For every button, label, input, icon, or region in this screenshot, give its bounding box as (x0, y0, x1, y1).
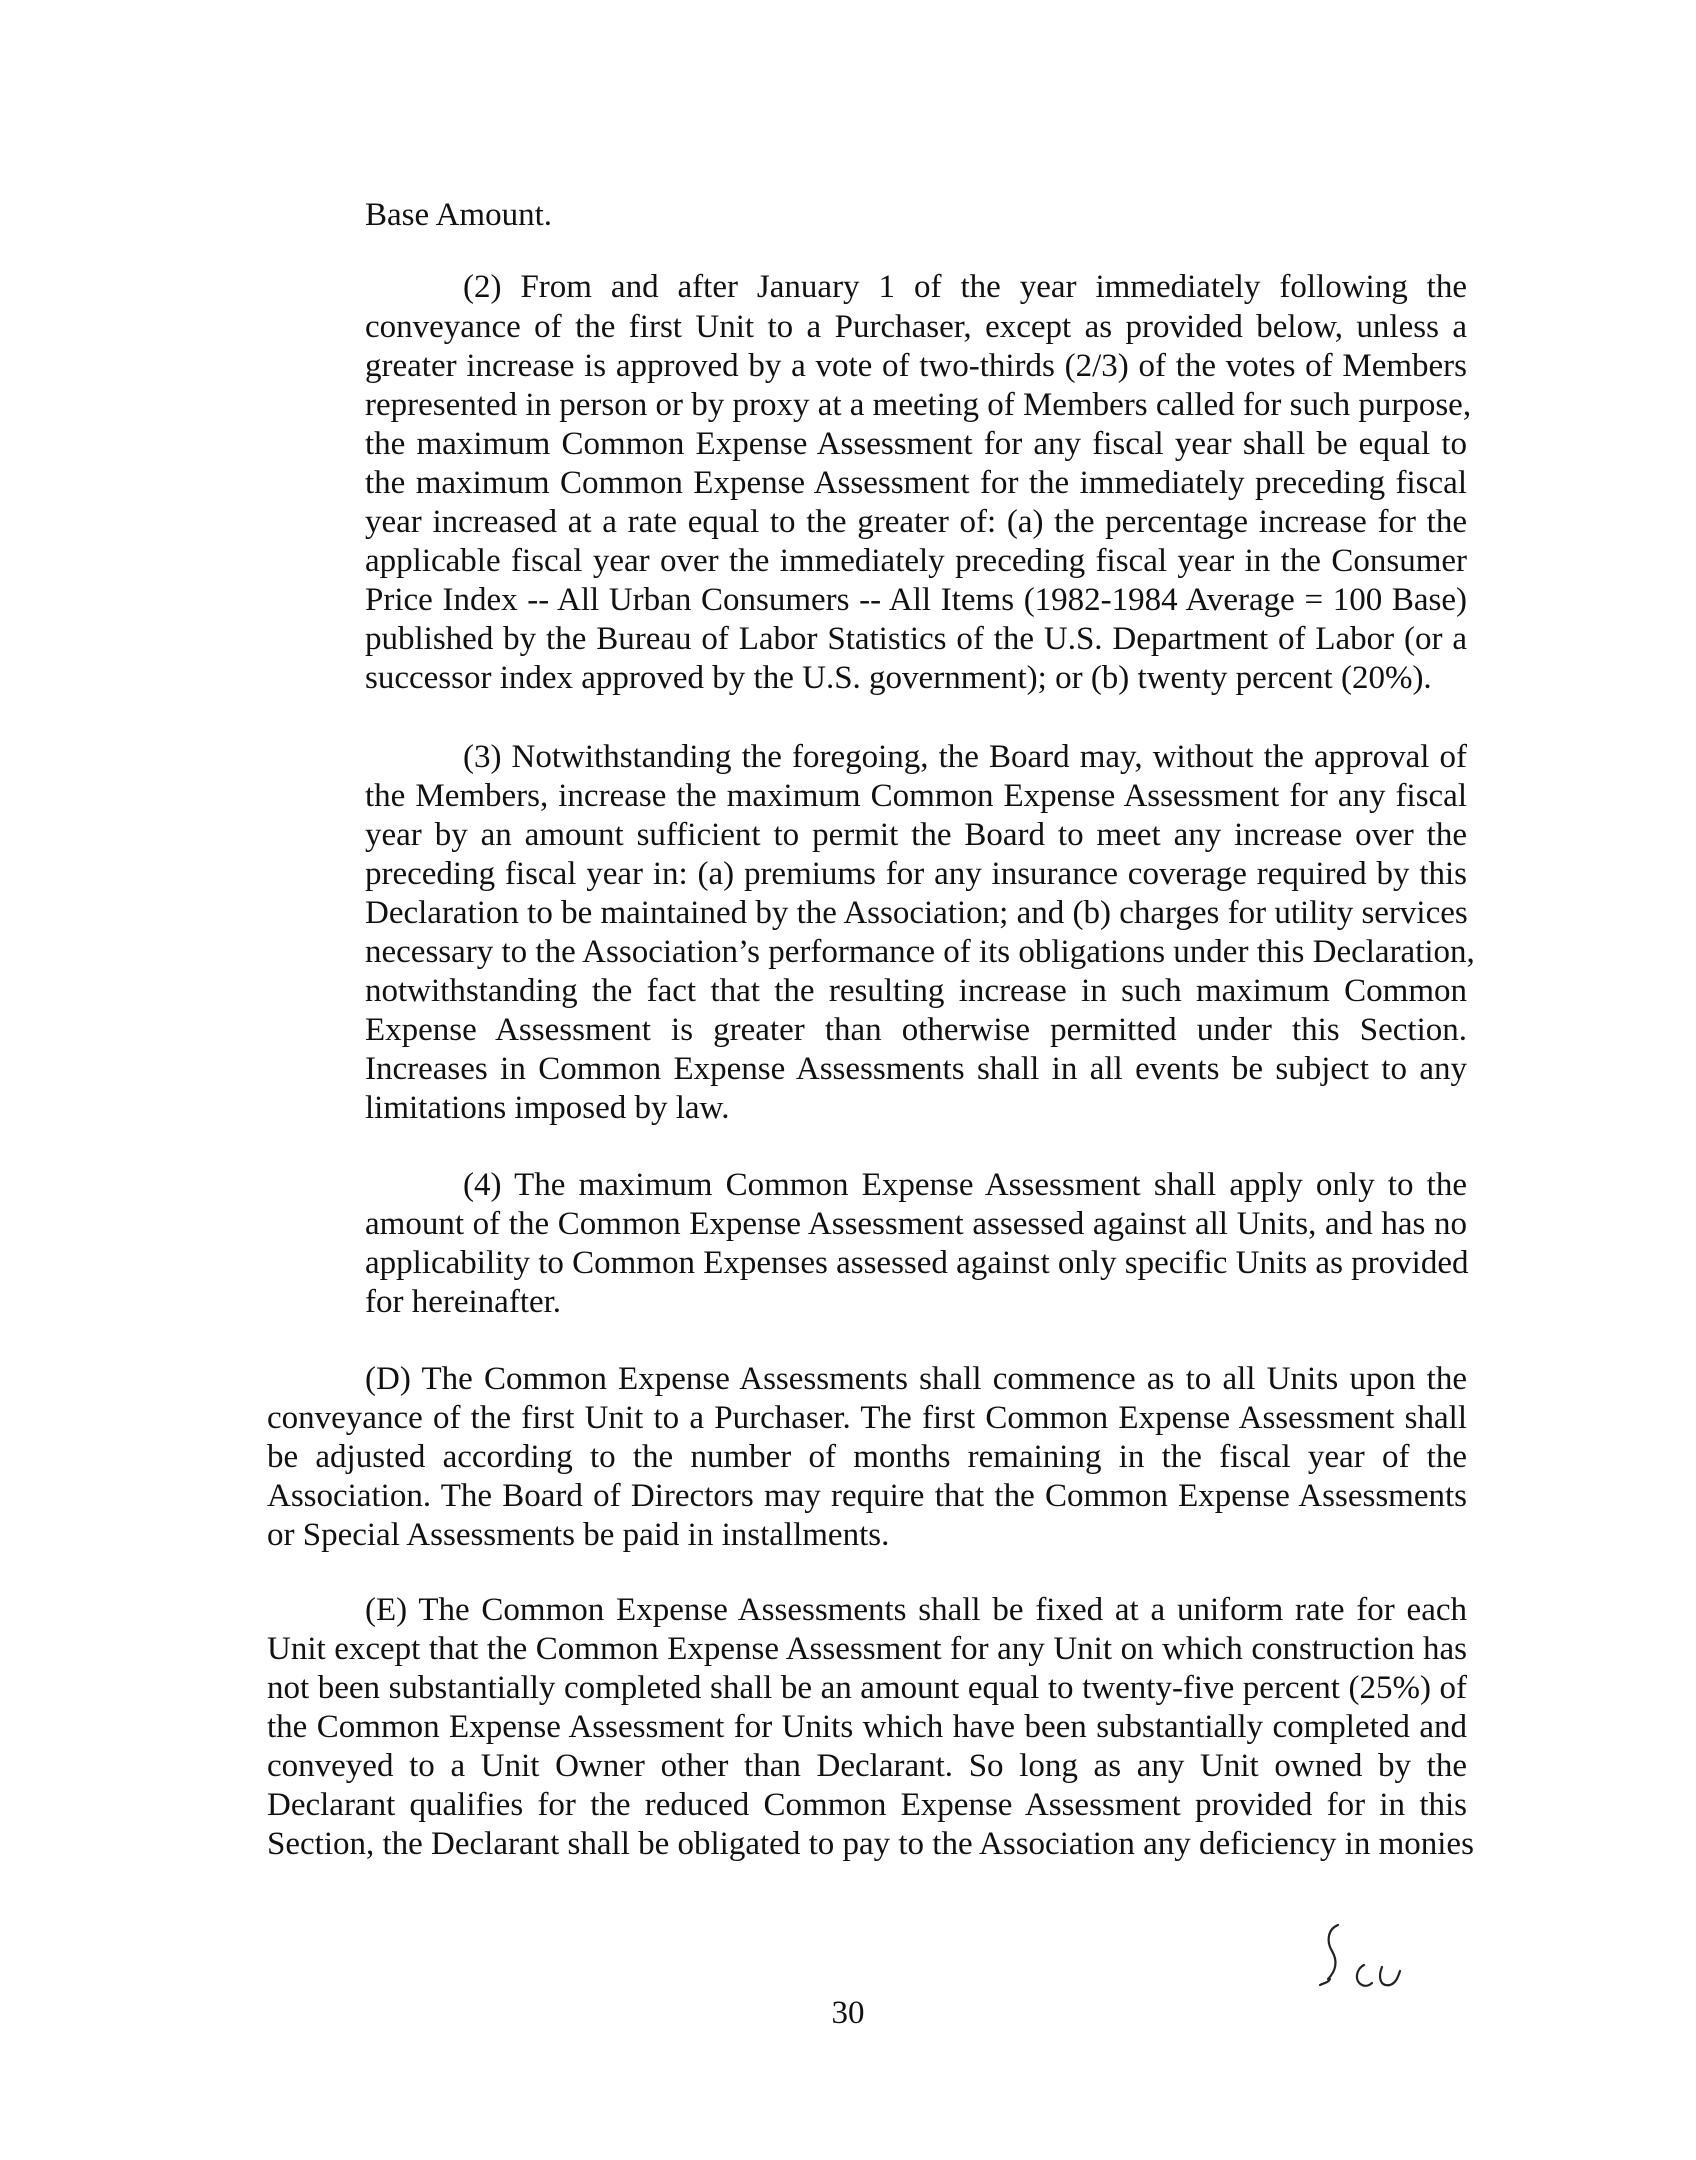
text-line: published by the Bureau of Labor Statistics of the U.S. Department of Labor (or a (365, 621, 1467, 657)
paragraph-d-first-line: (D) The Common Expense Assessments shall commence as to all Units upon the (365, 1361, 1467, 1397)
text-line: Declarant qualifies for the reduced Common Expense Assessment provided for in this (267, 1787, 1467, 1823)
text-line: conveyed to a Unit Owner other than Declarant. So long as any Unit owned by the (267, 1748, 1467, 1784)
text-line: amount of the Common Expense Assessment assessed against all Units, and has no (365, 1206, 1467, 1242)
text-line: Base Amount. (365, 197, 552, 233)
page-number: 30 (831, 1995, 865, 2031)
text-line: Expense Assessment is greater than otherwise permitted under this Section. (365, 1012, 1467, 1048)
paragraph-3-first-line: (3) Notwithstanding the foregoing, the Board may, without the approval of (463, 739, 1467, 775)
text-line: year by an amount sufficient to permit the Board to meet any increase over the (365, 817, 1467, 853)
text-line: be adjusted according to the number of months remaining in the fiscal year of the (267, 1439, 1467, 1475)
text-line: Association. The Board of Directors may require that the Common Expense Assessments (267, 1478, 1467, 1514)
text-line: conveyance of the first Unit to a Purchaser, except as provided below, unless a (365, 309, 1467, 345)
text-line: or Special Assessments be paid in installments. (267, 1517, 890, 1553)
text-line: the maximum Common Expense Assessment for any fiscal year shall be equal to (365, 426, 1467, 462)
text-line: Price Index -- All Urban Consumers -- All Items (1982-1984 Average = 100 Base) (365, 582, 1467, 618)
text-line: applicable fiscal year over the immediately preceding fiscal year in the Consumer (365, 543, 1467, 579)
text-line: preceding fiscal year in: (a) premiums for any insurance coverage required by this (365, 856, 1467, 892)
text-line: necessary to the Association’s performance of its obligations under this Declaration, (365, 934, 1475, 970)
text-line: applicability to Common Expenses assessed against only specific Units as provided (365, 1245, 1469, 1281)
paragraph-4-first-line: (4) The maximum Common Expense Assessment shall apply only to the (463, 1167, 1467, 1203)
text-line: successor index approved by the U.S. government); or (b) twenty percent (20%). (365, 660, 1432, 696)
text-line: for hereinafter. (365, 1284, 562, 1320)
text-line: greater increase is approved by a vote of two-thirds (2/3) of the votes of Members (365, 348, 1467, 384)
paragraph-e-first-line: (E) The Common Expense Assessments shall be fixed at a uniform rate for each (365, 1592, 1467, 1628)
text-line: Unit except that the Common Expense Assessment for any Unit on which construction has (267, 1631, 1467, 1667)
text-line: Section, the Declarant shall be obligated to pay to the Association any deficiency in monies (267, 1826, 1474, 1862)
text-line: the maximum Common Expense Assessment for the immediately preceding fiscal (365, 465, 1467, 501)
handwritten-initials (1310, 1905, 1430, 2005)
paragraph-2-first-line: (2) From and after January 1 of the year immediately following the (463, 269, 1467, 305)
text-line: Declaration to be maintained by the Association; and (b) charges for utility services (365, 895, 1468, 931)
text-line: limitations imposed by law. (365, 1090, 730, 1126)
text-line: Increases in Common Expense Assessments shall in all events be subject to any (365, 1051, 1467, 1087)
text-line: conveyance of the first Unit to a Purchaser. The first Common Expense Assessment shall (267, 1400, 1467, 1436)
text-line: not been substantially completed shall be an amount equal to twenty-five percent (25%) of (267, 1670, 1467, 1706)
text-line: the Common Expense Assessment for Units which have been substantially completed and (267, 1709, 1467, 1745)
text-line: year increased at a rate equal to the greater of: (a) the percentage increase for the (365, 504, 1467, 540)
text-line: represented in person or by proxy at a meeting of Members called for such purpose, (365, 387, 1472, 423)
text-line: notwithstanding the fact that the resulting increase in such maximum Common (365, 973, 1467, 1009)
text-line: the Members, increase the maximum Common Expense Assessment for any fiscal (365, 778, 1467, 814)
